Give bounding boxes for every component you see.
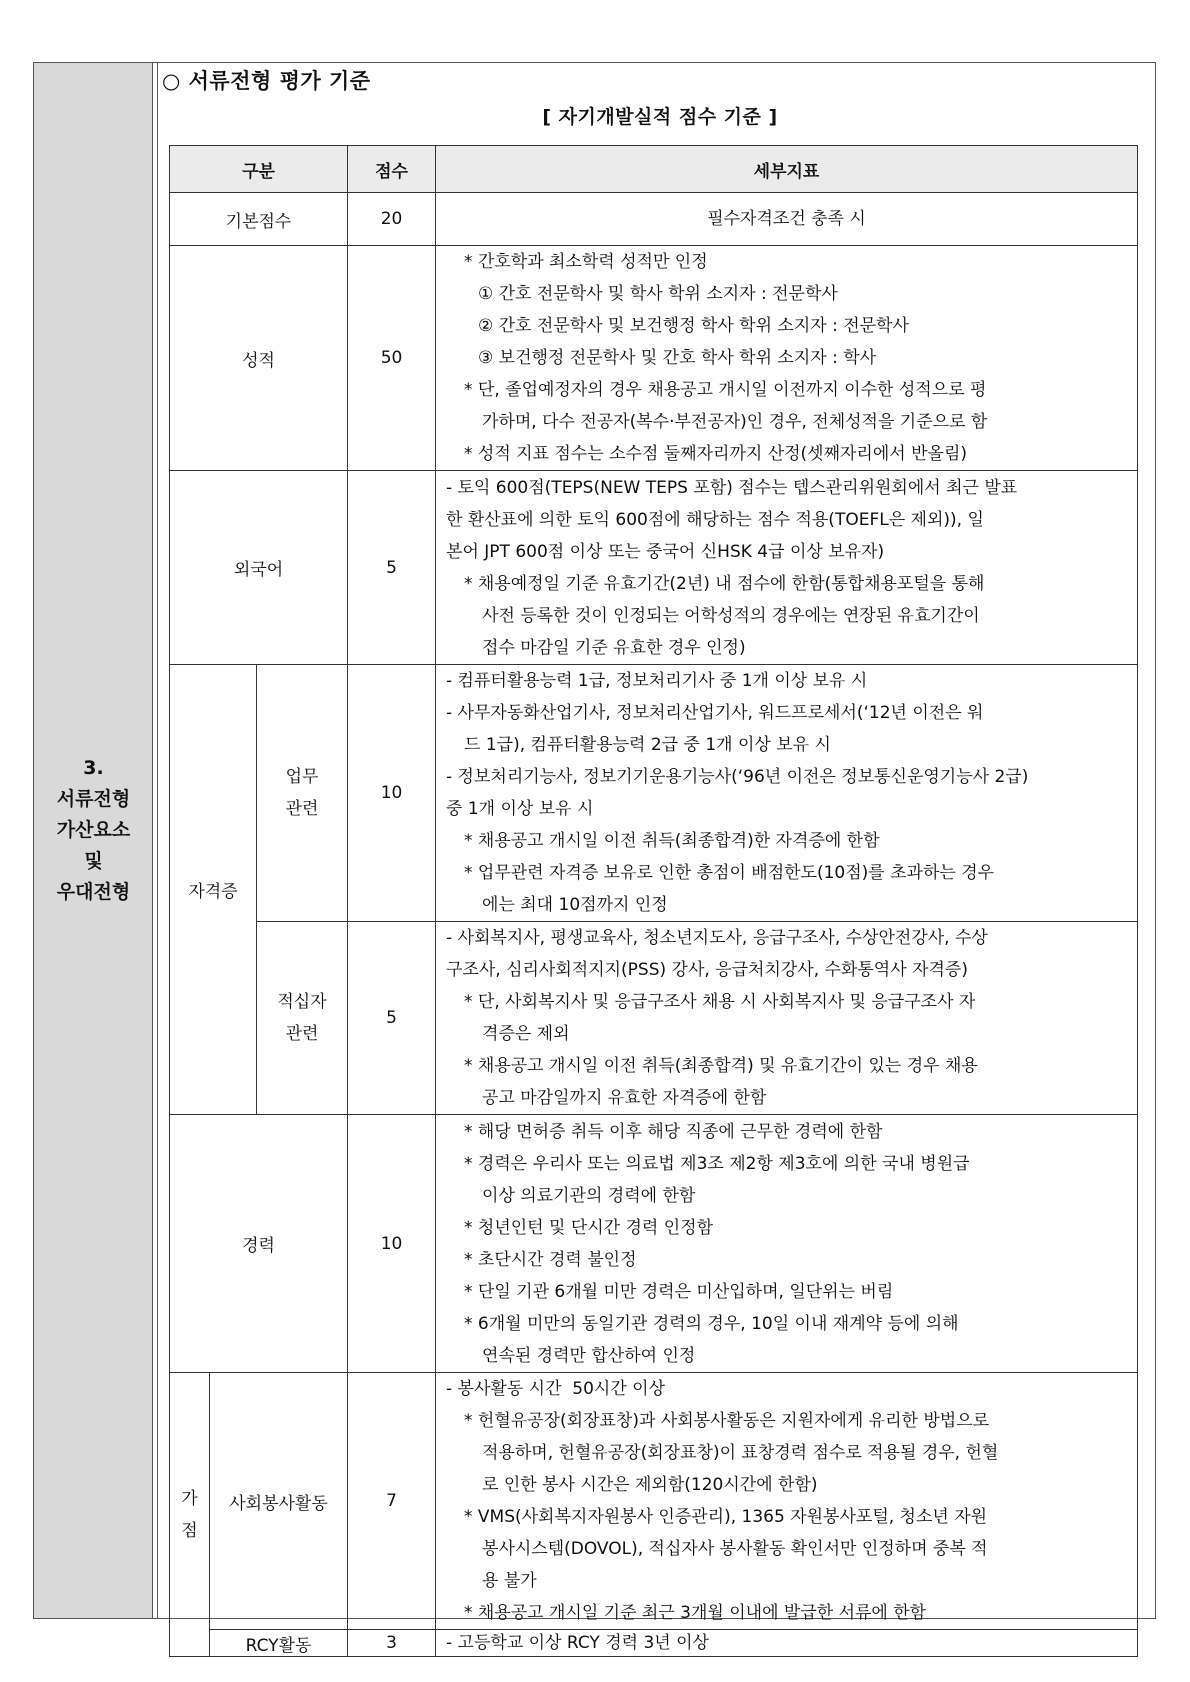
cert-redcross-detail (436, 922, 1138, 1115)
detail-line: 접수 마감일 기준 유효한 경우 인정) (482, 637, 746, 658)
section-title-line-4: 우대전형 (56, 881, 131, 903)
row-bonus-volunteer (170, 1373, 1138, 1630)
detail-line: 한 환산표에 의한 토익 600점에 해당하는 점수 적용(TOEFL은 제외)), 일 (446, 509, 984, 530)
detail-line: * 채용예정일 기준 유효기간(2년) 내 점수에 한함(통합채용포털을 통해 (464, 573, 985, 594)
basic-score: 20 (348, 193, 436, 246)
detail-line: 본어 JPT 600점 이상 또는 중국어 신HSK 4급 이상 보유자) (446, 541, 885, 562)
career-label: 경력 (170, 1115, 348, 1373)
content-border (157, 63, 158, 1618)
detail-line: 드 1급), 컴퓨터활용능력 2급 중 1개 이상 보유 시 (464, 735, 831, 755)
cert-redcross-label-line-2: 관련 (285, 1024, 319, 1044)
detail-line: * 경력은 우리사 또는 의료법 제3조 제2항 제3호에 의한 국내 병원급 (464, 1153, 970, 1174)
criteria-table (169, 145, 1138, 1657)
cert-work-score: 10 (348, 665, 436, 922)
detail-line: 가하며, 다수 전공자(복수·부전공자)인 경우, 전체성적을 기준으로 함 (482, 412, 988, 432)
detail-line: * VMS(사회복지자원봉사 인증관리), 1365 자원봉사포털, 청소년 자원 (464, 1507, 988, 1527)
detail-line: 연속된 경력만 합산하여 인정 (482, 1345, 696, 1366)
language-score: 5 (348, 471, 436, 665)
detail-line: * 업무관련 자격증 보유로 인한 총점이 배점한도(10점)를 초과하는 경우 (464, 863, 995, 883)
detail-line: * 해당 면허증 취득 이후 해당 직종에 근무한 경력에 한함 (464, 1121, 883, 1142)
detail-line: 필수자격조건 충족 시 (707, 209, 866, 229)
rcy-detail (436, 1630, 1138, 1657)
bonus-label-line-1: 가 (181, 1488, 198, 1509)
detail-line: 격증은 제외 (482, 1024, 570, 1044)
detail-line: 구조사, 심리사회적지지(PSS) 강사, 응급처치강사, 수화통역사 자격증) (446, 960, 968, 980)
section-side-panel (34, 63, 153, 1618)
header-detail: 세부지표 (436, 146, 1138, 193)
volunteer-detail (436, 1373, 1138, 1630)
detail-line: 봉사시스템(DOVOL), 적십자사 봉사활동 확인서만 인정하며 중복 적 (482, 1539, 988, 1559)
detail-line: * 단, 졸업예정자의 경우 채용공고 개시일 이전까지 이수한 성적으로 평 (464, 380, 987, 400)
cert-redcross-label-line-1: 적십자 (277, 992, 327, 1012)
detail-line: 로 인한 봉사 시간은 제외함(120시간에 한함) (482, 1475, 818, 1495)
basic-label: 기본점수 (170, 193, 348, 246)
detail-line: * 채용공고 개시일 이전 취득(최종합격) 및 유효기간이 있는 경우 채용 (464, 1056, 978, 1076)
row-basic-score (170, 193, 1138, 246)
detail-line: 이상 의료기관의 경력에 한함 (482, 1185, 696, 1206)
row-grades (170, 246, 1138, 471)
table-header-row (170, 146, 1138, 193)
section-title-line-3: 및 (84, 850, 103, 872)
row-career (170, 1115, 1138, 1373)
cert-work-detail (436, 665, 1138, 922)
detail-line: 공고 마감일까지 유효한 자격증에 한함 (482, 1088, 767, 1108)
detail-line: - 고등학교 이상 RCY 경력 3년 이상 (446, 1633, 709, 1653)
detail-line: - 봉사활동 시간 50시간 이상 (446, 1379, 666, 1399)
detail-line: * 6개월 미만의 동일기관 경력의 경우, 10일 이내 재계약 등에 의해 (464, 1313, 959, 1334)
section-heading: ○ 서류전형 평가 기준 (162, 69, 371, 93)
detail-line: * 채용공고 개시일 이전 취득(최종합격)한 자격증에 한함 (464, 831, 880, 851)
cert-label: 자격증 (170, 665, 257, 1115)
detail-line: ① 간호 전문학사 및 학사 학위 소지자 : 전문학사 (478, 284, 838, 304)
detail-line: - 컴퓨터활용능력 1급, 정보처리기사 중 1개 이상 보유 시 (446, 671, 868, 691)
detail-line: * 성적 지표 점수는 소수점 둘째자리까지 산정(셋째자리에서 반올림) (464, 444, 968, 464)
section-title-line-1: 서류전형 (56, 788, 131, 810)
grades-label: 성적 (170, 246, 348, 471)
detail-line: - 사회복지사, 평생교육사, 청소년지도사, 응급구조사, 수상안전강사, 수상 (446, 928, 988, 948)
grades-score: 50 (348, 246, 436, 471)
header-score: 점수 (348, 146, 436, 193)
detail-line: * 청년인턴 및 단시간 경력 인정함 (464, 1217, 714, 1238)
detail-line: 사전 등록한 것이 인정되는 어학성적의 경우에는 연장된 유효기간이 (482, 605, 980, 626)
row-cert-work (170, 665, 1138, 922)
table-title: [ 자기개발실적 점수 기준 ] (542, 106, 778, 128)
detail-line: * 간호학과 최소학력 성적만 인정 (464, 252, 708, 272)
cert-redcross-score: 5 (348, 922, 436, 1115)
career-detail (436, 1115, 1138, 1373)
detail-line: 에는 최대 10점까지 인정 (482, 895, 668, 915)
cert-work-label-line-1: 업무 (285, 767, 319, 787)
detail-line: * 단일 기관 6개월 미만 경력은 미산입하며, 일단위는 버림 (464, 1281, 894, 1302)
cert-work-label (257, 665, 348, 922)
detail-line: ③ 보건행정 전문학사 및 간호 학사 학위 소지자 : 학사 (478, 348, 877, 368)
detail-line: - 정보처리기능사, 정보기기운용기능사(‘96년 이전은 정보통신운영기능사 2급) (446, 767, 1029, 787)
detail-line: - 사무자동화산업기사, 정보처리산업기사, 워드프로세서(‘12년 이전은 워 (446, 703, 984, 723)
volunteer-label: 사회봉사활동 (210, 1373, 348, 1630)
detail-line: 적용하며, 헌혈유공장(회장표창)이 표창경력 점수로 적용될 경우, 헌혈 (482, 1443, 999, 1463)
volunteer-score: 7 (348, 1373, 436, 1630)
language-detail (436, 471, 1138, 665)
header-category: 구분 (170, 146, 348, 193)
cert-work-label-line-2: 관련 (285, 799, 319, 819)
detail-line: * 채용공고 개시일 기준 최근 3개월 이내에 발급한 서류에 한함 (464, 1603, 927, 1623)
cert-redcross-label (257, 922, 348, 1115)
grades-detail (436, 246, 1138, 471)
career-score: 10 (348, 1115, 436, 1373)
detail-line: 용 불가 (482, 1571, 537, 1591)
row-language (170, 471, 1138, 665)
bonus-label-line-2: 점 (181, 1520, 198, 1541)
section-number: 3. (83, 757, 104, 779)
detail-line: ② 간호 전문학사 및 보건행정 학사 학위 소지자 : 전문학사 (478, 316, 909, 336)
detail-line: - 토익 600점(TEPS(NEW TEPS 포함) 점수는 텝스관리위원회에서 최근 발표 (446, 477, 1018, 498)
basic-detail (436, 193, 1138, 246)
bonus-label (170, 1373, 210, 1657)
rcy-score: 3 (348, 1630, 436, 1657)
row-bonus-rcy (170, 1630, 1138, 1657)
detail-line: * 초단시간 경력 불인정 (464, 1249, 637, 1270)
section-side-label (34, 753, 153, 908)
rcy-label: RCY활동 (210, 1630, 348, 1657)
detail-line: 중 1개 이상 보유 시 (446, 799, 594, 819)
detail-line: * 헌혈유공장(회장표창)과 사회봉사활동은 지원자에게 유리한 방법으로 (464, 1411, 990, 1431)
language-label: 외국어 (170, 471, 348, 665)
detail-line: * 단, 사회복지사 및 응급구조사 채용 시 사회복지사 및 응급구조사 자 (464, 992, 976, 1012)
section-title-line-2: 가산요소 (56, 819, 131, 841)
row-cert-redcross (170, 922, 1138, 1115)
